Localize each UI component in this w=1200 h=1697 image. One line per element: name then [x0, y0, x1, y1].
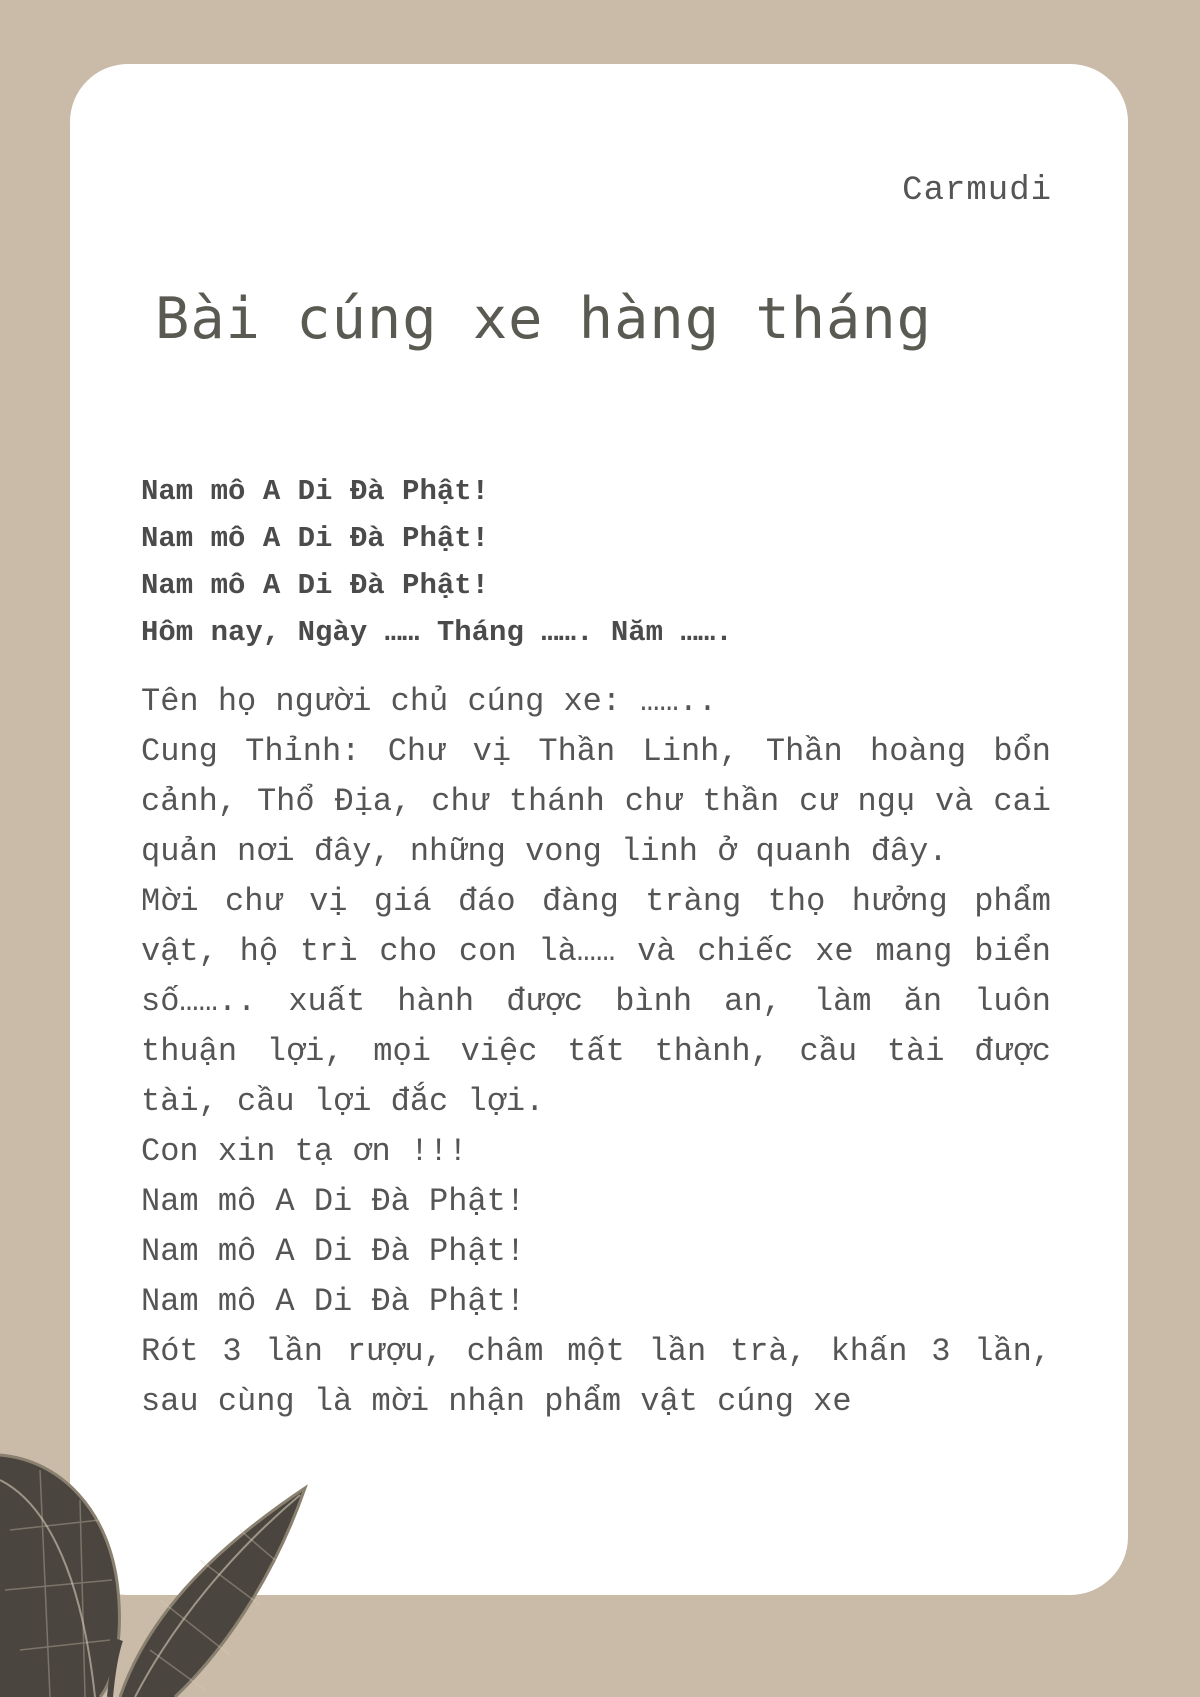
- name-line: Tên họ người chủ cúng xe: ……..: [141, 683, 718, 720]
- chant-line: Nam mô A Di Đà Phật!: [141, 1183, 526, 1220]
- thanks-line: Con xin tạ ơn !!!: [141, 1133, 468, 1170]
- brand-label: Carmudi: [902, 172, 1052, 210]
- header-block: [141, 468, 1061, 656]
- document-card: [70, 64, 1128, 1595]
- chant-line: Nam mô A Di Đà Phật!: [141, 1233, 526, 1270]
- date-line: Hôm nay, Ngày …… Tháng ……. Năm …….: [141, 616, 733, 649]
- instruction-paragraph: Rót 3 lần rượu, châm một lần trà, khấn 3 lần, sau cùng là mời nhận phẩm vật cúng xe: [141, 1333, 1051, 1420]
- header-line: Nam mô A Di Đà Phật!: [141, 569, 490, 602]
- leaf-decoration-icon: [0, 1440, 320, 1697]
- page-title: Bài cúng xe hàng tháng: [155, 286, 932, 352]
- invocation-paragraph: Cung Thỉnh: Chư vị Thần Linh, Thần hoàng bổn cảnh, Thổ Địa, chư thánh chư thần cư ngụ và cai quản nơi đây, những vong linh ở quanh đây.: [141, 733, 1051, 870]
- header-line: Nam mô A Di Đà Phật!: [141, 475, 490, 508]
- header-line: Nam mô A Di Đà Phật!: [141, 522, 490, 555]
- invitation-paragraph: Mời chư vị giá đáo đàng tràng thọ hưởng phẩm vật, hộ trì cho con là…… và chiếc xe mang biển số…….. xuất hành được bình an, làm ăn luôn thuận lợi, mọi việc tất thành, cầu tài được tài, cầu lợi đắc lợi.: [141, 883, 1051, 1120]
- prayer-body: [141, 677, 1051, 1427]
- chant-line: Nam mô A Di Đà Phật!: [141, 1283, 526, 1320]
